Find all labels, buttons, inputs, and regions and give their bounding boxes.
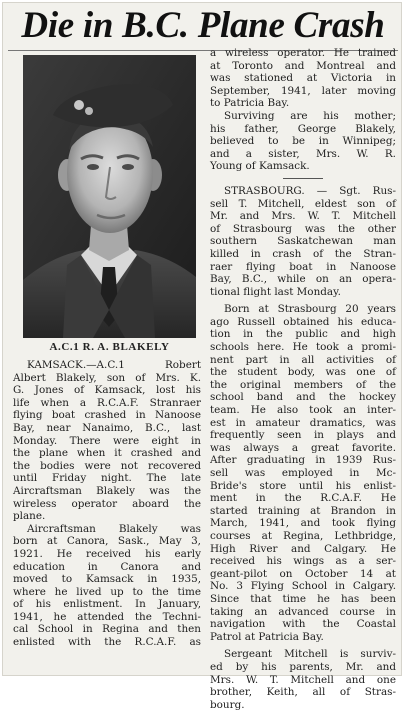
text-line: geant-pilot on October 14 at <box>210 567 396 580</box>
text-line: bourg. <box>210 698 245 711</box>
paragraph-strasbourg <box>210 185 396 298</box>
text-line: Aircraftsman Blakely was <box>27 522 201 535</box>
text-line: After graduating in 1939 Rus- <box>210 454 396 467</box>
text-line: school band and the hockey <box>210 391 396 404</box>
text-line: nent part in all activities of <box>210 353 396 366</box>
paragraph-continued <box>210 47 396 110</box>
text-line: moved to Kamsack in 1935, <box>13 573 201 586</box>
text-line: Aircraftsman Blakely was the <box>13 484 201 497</box>
text-line: at Toronto and Montreal and <box>210 59 396 72</box>
text-line: a wireless operator. He trained <box>210 47 396 59</box>
text-line: frequently seen in plays and <box>210 429 396 442</box>
text-line: was always a great favorite. <box>210 441 396 454</box>
text-line: the plane when it crashed and <box>13 447 201 460</box>
text-line: the student body, was one of <box>210 366 396 379</box>
text-line: to Patricia Bay. <box>210 97 290 110</box>
text-line: brother, Keith, all of Stras- <box>210 686 396 699</box>
left-column <box>13 359 201 649</box>
text-line: ed by his parents, Mr. and <box>210 660 396 673</box>
text-line: enlisted with the R.C.A.F. as <box>13 636 201 649</box>
text-line: killed in crash of the Stran- <box>210 247 396 260</box>
text-line: wireless operator aboard the <box>13 497 201 510</box>
text-line: ago Russell obtained his educa- <box>210 315 396 328</box>
text-line: of his enlistment. In January, <box>13 598 201 611</box>
text-line: flying boat crashed in Nanoose <box>13 409 201 422</box>
text-line: tion in the public and high <box>210 328 396 341</box>
text-line: raer flying boat in Nanoose <box>210 260 396 273</box>
text-line: born at Canora, Sask., May 3, <box>13 535 201 548</box>
text-line: schools here. He took a promi- <box>210 341 396 354</box>
text-line: Patrol at Patricia Bay. <box>210 630 324 643</box>
text-line: plane. <box>13 510 46 523</box>
text-line: Monday. There were eight in <box>13 434 201 447</box>
text-line: Born at Strasbourg 20 years <box>224 303 396 316</box>
right-column <box>210 47 396 711</box>
text-line: southern Saskatchewan man <box>210 235 396 248</box>
text-line: started training at Brandon in <box>210 504 396 517</box>
text-line: sell T. Mitchell, eldest son of <box>210 197 396 210</box>
text-line: life when a R.C.A.F. Stranraer <box>13 396 201 409</box>
text-line: est in amateur dramatics, was <box>210 416 396 429</box>
text-line: Mr. and Mrs. W. T. Mitchell <box>210 210 396 223</box>
text-line: courses at Regina, Lethbridge, <box>210 529 396 542</box>
paragraph-kamsack <box>13 359 201 523</box>
photo-caption: A.C.1 R. A. BLAKELY <box>49 341 170 353</box>
text-line: ment in the R.C.A.F. He <box>210 492 396 505</box>
text-line: STRASBOURG. — Sgt. Rus- <box>224 184 396 197</box>
text-line: KAMSACK.—A.C.1 Robert <box>27 359 201 371</box>
text-line: G. Jones of Kamsack, lost his <box>13 384 201 397</box>
text-line: cal School in Regina and then <box>13 623 201 636</box>
text-line: received his wings as a ser- <box>210 555 396 568</box>
text-line: September, 1941, later moving <box>210 84 396 97</box>
portrait-photo <box>23 55 196 338</box>
text-line: the original members of the <box>210 378 396 391</box>
text-line: Surviving are his mother; <box>224 109 396 122</box>
paragraph-surviving <box>210 110 396 173</box>
text-line: of Strasbourg was the other <box>210 222 396 235</box>
text-line: 1941, he attended the Techni- <box>13 610 201 623</box>
text-line: navigation with the Coastal <box>210 618 396 631</box>
headline: Die in B.C. Plane Crash <box>21 5 385 46</box>
text-line: Since that time he has been <box>210 592 396 605</box>
text-line: Bride's store until his enlist- <box>210 479 396 492</box>
text-line: and a sister, Mrs. W. R. <box>210 147 396 160</box>
newspaper-clipping <box>2 2 402 711</box>
text-line: tional flight last Monday. <box>210 285 341 298</box>
text-line: Bay, near Nanaimo, B.C., last <box>13 421 201 434</box>
text-line: Albert Blakely, son of Mrs. K. <box>13 371 201 384</box>
text-line: where he lived up to the time <box>13 585 201 598</box>
text-line: team. He also took an inter- <box>210 404 396 417</box>
text-line: High River and Calgary. He <box>210 542 396 555</box>
section-separator <box>283 178 323 179</box>
text-line: Sergeant Mitchell is surviv- <box>224 648 396 661</box>
text-line: sell was employed in Mc- <box>210 467 396 479</box>
text-line: until Friday night. The late <box>13 472 201 485</box>
text-line: Young of Kamsack. <box>210 160 310 173</box>
text-line: Mrs. W. T. Mitchell and one <box>210 673 396 686</box>
paragraph-blakely-born <box>13 523 201 649</box>
text-line: 1921. He received his early <box>13 547 201 560</box>
paragraph-survived <box>210 648 396 711</box>
text-line: the bodies were not recovered <box>13 459 201 472</box>
paragraph-mitchell-born <box>210 303 396 643</box>
text-line: his father, George Blakely, <box>210 122 396 135</box>
text-line: education in Canora and <box>13 560 201 573</box>
text-line: believed to be in Winnipeg; <box>210 135 396 148</box>
text-line: March, 1941, and took flying <box>210 517 396 530</box>
text-line: was stationed at Victoria in <box>210 72 396 85</box>
text-line: taking an advanced course in <box>210 605 396 618</box>
text-line: No. 3 Flying School in Calgary. <box>210 580 396 593</box>
text-line: Bay, B.C., while on an opera- <box>210 273 396 286</box>
